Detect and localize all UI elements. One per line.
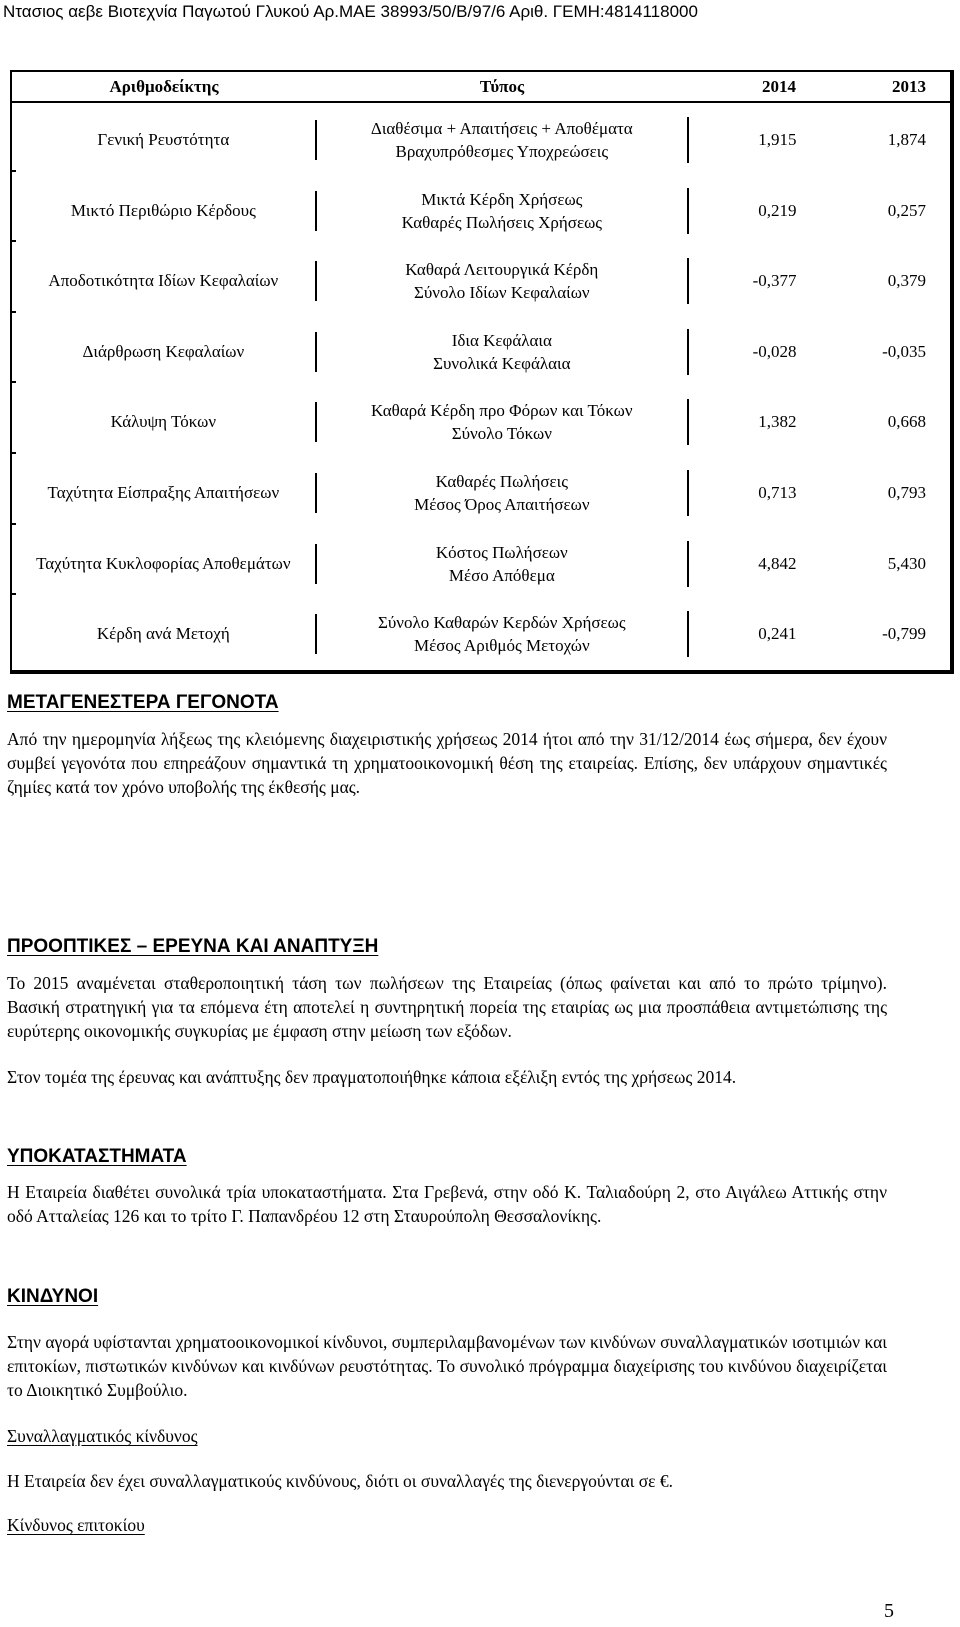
ratio-formula <box>317 117 689 163</box>
table-row <box>12 599 950 669</box>
subsection-title-fx: Συναλλαγματικός κίνδυνος <box>7 1426 198 1446</box>
section-text: Στην αγορά υφίστανται χρηματοοικονομικοί κίνδυνοι, συμπεριλαμβανομένων των κινδύνων συναλλαγματικών ισοτιμιών και επιτοκίων, πιστωτικών κινδύνων και κινδύνων ρευστότητας. Το συνολικό πρόγραμμα διαχείρισης του κινδύνου διαχειρίζεται το Διοικητικό Συμβούλιο. <box>7 1332 887 1400</box>
section-title: ΥΠΟΚΑΤΑΣΤΗΜΑΤΑ <box>7 1146 187 1167</box>
formula-denominator: Συνολικά Κεφάλαια <box>433 353 571 373</box>
formula-numerator: Καθαρά Κέρδη προ Φόρων και Τόκων <box>371 401 633 421</box>
subsection-title-rate: Κίνδυνος επιτοκίου <box>7 1515 145 1535</box>
value-2014: 0,241 <box>758 624 797 644</box>
formula-denominator: Βραχυπρόθεσμες Υποχρεώσεις <box>395 142 609 161</box>
value-2014: 1,382 <box>758 412 797 432</box>
ratio-formula <box>317 258 689 304</box>
formula-numerator: Μικτά Κέρδη Χρήσεως <box>421 189 583 209</box>
indicator-name: Ταχύτητα Κυκλοφορίας Αποθεμάτων <box>12 544 317 584</box>
value-2013: 1,874 <box>887 130 926 149</box>
value-2014: 0,219 <box>758 200 797 220</box>
value-2013: 0,257 <box>887 200 926 220</box>
table-row <box>12 105 950 175</box>
subsection-text-fx: Η Εταιρεία δεν έχει συναλλαγματικούς κινδύνους, διότι οι συναλλαγές της διενεργούνται σε €. <box>7 1471 673 1491</box>
section-text: Στον τομέα της έρευνας και ανάπτυξης δεν πραγματοποιήθηκε κάποια εξέλιξη εντός της χρήσεως 2014. <box>7 1067 737 1087</box>
section-text: Το 2015 αναμένεται σταθεροποιητική τάση των πωλήσεων της Εταιρείας (όπως φαίνεται και από το πρώτο τρίμηνο). Βασική στρατηγική για τα επόμενα έτη αποτελεί η συντηρητική πορεία της εταιρίας ως μια προσπάθεια αντιμετώπισης της ευρύτερης οικονομικής συγκυρίας με έμφαση στην μείωση των εξόδων. <box>7 973 887 1041</box>
section-title: ΚΙΝΔΥΝΟΙ <box>7 1286 99 1307</box>
section-title: ΜΕΤΑΓΕΝΕΣΤΕΡΑ ΓΕΓΟΝΟΤΑ <box>7 692 279 713</box>
table-row <box>12 246 950 316</box>
indicator-name: Ταχύτητα Είσπραξης Απαιτήσεων <box>12 473 317 513</box>
header-2014: 2014 <box>762 76 796 96</box>
indicator-name: Αποδοτικότητα Ιδίων Κεφαλαίων <box>12 261 317 301</box>
table-row <box>12 176 950 246</box>
ratio-formula <box>317 329 689 375</box>
ratio-formula <box>317 188 689 234</box>
ratio-formula <box>317 541 689 587</box>
value-2013: 0,668 <box>887 412 926 432</box>
value-2013: 0,793 <box>887 483 926 502</box>
formula-denominator: Μέσος Όρος Απαιτήσεων <box>414 495 590 514</box>
table-row <box>12 529 950 599</box>
value-2014: -0,028 <box>752 341 797 361</box>
section-text: Από την ημερομηνία λήξεως της κλειόμενης διαχειριστικής χρήσεως 2014 ήτοι από την 31/12/2014 έως σήμερα, δεν έχουν συμβεί γεγονότα που επηρεάζουν σημαντικά τη χρηματοοικονομική θέση της εταιρείας. Επίσης, δεν υπάρχουν σημαντικές ζημίες κατά τον χρόνο υποβολής της έκθεσής μας. <box>7 729 887 797</box>
row-divider <box>12 381 16 383</box>
page-number: 5 <box>884 1600 894 1622</box>
formula-denominator: Σύνολο Ιδίων Κεφαλαίων <box>414 283 590 303</box>
formula-denominator: Μέσος Αριθμός Μετοχών <box>413 636 590 656</box>
value-2013: -0,799 <box>882 624 926 644</box>
formula-numerator: Καθαρά Λειτουργικά Κέρδη <box>405 260 599 280</box>
document-header: Ντασιος αεβε Βιοτεχνία Παγωτού Γλυκού Αρ.ΜΑΕ 38993/50/Β/97/6 Αριθ. ΓΕΜΗ:4814118000 <box>3 2 698 21</box>
indicator-name: Γενική Ρευστότητα <box>12 120 317 160</box>
row-divider <box>12 170 16 172</box>
formula-numerator: Διαθέσιμα + Απαιτήσεις + Αποθέματα <box>370 119 633 138</box>
table-row <box>12 317 950 387</box>
ratio-table <box>10 70 954 674</box>
table-row <box>12 387 950 457</box>
header-indicator: Αριθμοδείκτης <box>109 76 219 96</box>
row-divider <box>12 593 16 595</box>
table-header-row <box>12 72 950 103</box>
ratio-formula <box>317 611 689 657</box>
header-type: Τύπος <box>479 77 525 96</box>
indicator-name: Κέρδη ανά Μετοχή <box>12 614 317 654</box>
indicator-name: Μικτό Περιθώριο Κέρδους <box>12 191 317 231</box>
section-prospects <box>7 936 887 1089</box>
section-branches <box>7 1146 887 1228</box>
section-title: ΠΡΟΟΠΤΙΚΕΣ – ΕΡΕΥΝΑ ΚΑΙ ΑΝΑΠΤΥΞΗ <box>7 936 379 957</box>
section-text: Η Εταιρεία διαθέτει συνολικά τρία υποκαταστήματα. Στα Γρεβενά, στην οδό Κ. Ταλιαδούρη 2, στο Αιγάλεω Αττικής στην οδό Ατταλείας 126 και το τρίτο Γ. Παπανδρέου 12 στη Σταυρούπολη Θεσσαλονίκης. <box>7 1182 887 1226</box>
row-divider <box>12 452 16 454</box>
ratio-formula <box>317 399 689 445</box>
value-2013: 0,379 <box>887 271 926 291</box>
value-2013: 5,430 <box>887 553 926 573</box>
value-2014: 1,915 <box>758 130 797 149</box>
row-divider <box>12 240 16 242</box>
value-2014: 4,842 <box>758 553 797 573</box>
row-divider <box>12 311 16 313</box>
ratio-formula <box>317 470 689 516</box>
table-row <box>12 458 950 528</box>
section-subsequent-events <box>7 692 887 799</box>
indicator-name: Διάρθρωση Κεφαλαίων <box>12 332 317 372</box>
formula-numerator: Σύνολο Καθαρών Κερδών Χρήσεως <box>377 613 626 633</box>
indicator-name: Κάλυψη Τόκων <box>12 402 317 442</box>
formula-numerator: Ιδια Κεφάλαια <box>451 330 552 350</box>
value-2014: -0,377 <box>752 271 797 291</box>
value-2013: -0,035 <box>882 341 926 361</box>
value-2014: 0,713 <box>758 483 797 502</box>
header-2013: 2013 <box>892 76 926 96</box>
formula-denominator: Καθαρές Πωλήσεις Χρήσεως <box>401 212 602 232</box>
formula-denominator: Μέσο Απόθεμα <box>448 565 555 585</box>
row-divider <box>12 523 16 525</box>
formula-numerator: Καθαρές Πωλήσεις <box>435 472 568 491</box>
section-risks <box>7 1286 887 1536</box>
formula-denominator: Σύνολο Τόκων <box>451 424 552 444</box>
formula-numerator: Κόστος Πωλήσεων <box>435 542 568 562</box>
